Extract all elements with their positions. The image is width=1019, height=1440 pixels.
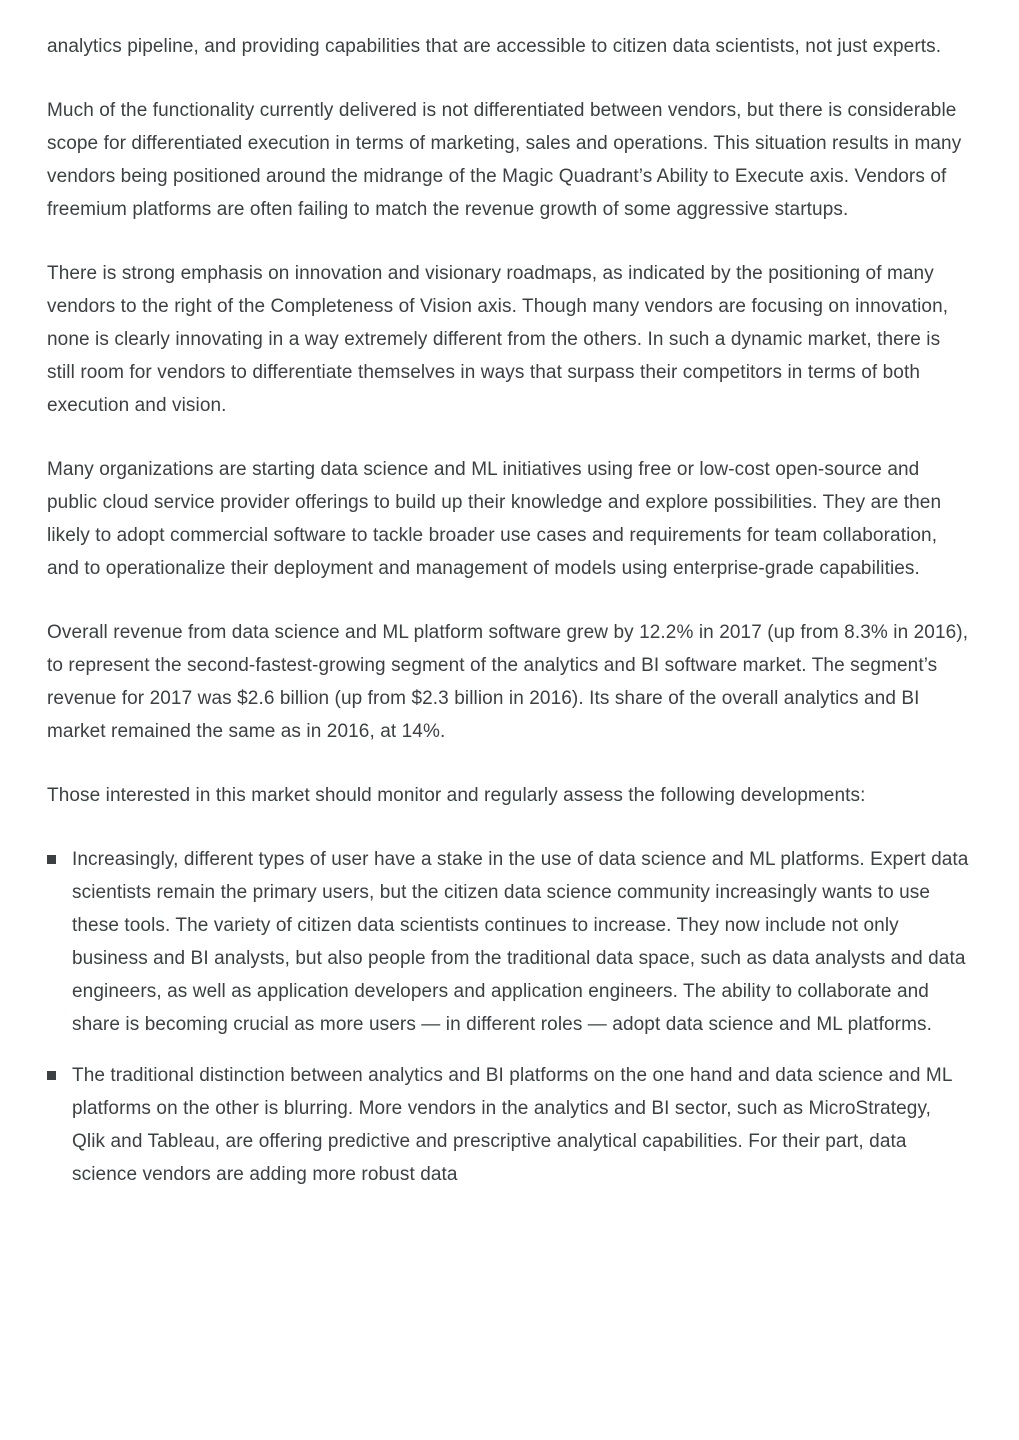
bullet-text: Increasingly, different types of user have a stake in the use of data science and ML platforms. Expert data scientists remain the primary users, but the citizen data science community increasingly wants to use these tools. The variety of citizen data scientists continues to increase. They now include not only business and BI analysts, but also people from the traditional data space, such as data analysts and data engineers, as well as application developers and application engineers. The ability to collaborate and share is becoming crucial as more users — in different roles — adopt data science and ML platforms. <box>72 849 969 1035</box>
bullet-item <box>47 843 969 1041</box>
bullet-square-icon <box>47 855 56 864</box>
bullet-list <box>47 843 969 1191</box>
paragraph: Overall revenue from data science and ML platform software grew by 12.2% in 2017 (up from 8.3% in 2016), to represent the second-fastest-growing segment of the analytics and BI software market. The segment’s revenue for 2017 was $2.6 billion (up from $2.3 billion in 2016). Its share of the overall analytics and BI market remained the same as in 2016, at 14%. <box>47 622 969 742</box>
paragraph: Many organizations are starting data science and ML initiatives using free or low-cost open-source and public cloud service provider offerings to build up their knowledge and explore possibilities. They are then likely to adopt commercial software to tackle broader use cases and requirements for team collaboration, and to operationalize their deployment and management of models using enterprise-grade capabilities. <box>47 459 942 579</box>
paragraph: There is strong emphasis on innovation and visionary roadmaps, as indicated by the positioning of many vendors to the right of the Completeness of Vision axis. Though many vendors are focusing on innovation, none is clearly innovating in a way extremely different from the others. In such a dynamic market, there is still room for vendors to differentiate themselves in ways that surpass their competitors in terms of both execution and vision. <box>47 263 949 416</box>
paragraph-continuation: analytics pipeline, and providing capabilities that are accessible to citizen data scientists, not just experts. <box>47 36 942 57</box>
paragraph: Much of the functionality currently delivered is not differentiated between vendors, but there is considerable scope for differentiated execution in terms of marketing, sales and operations. This situation results in many vendors being positioned around the midrange of the Magic Quadrant’s Ability to Execute axis. Vendors of freemium platforms are often failing to match the revenue growth of some aggressive startups. <box>47 100 962 220</box>
bullet-square-icon <box>47 1071 56 1080</box>
paragraph-lead-in: Those interested in this market should monitor and regularly assess the following developments: <box>47 785 866 806</box>
bullet-item <box>47 1059 969 1191</box>
bullet-text: The traditional distinction between analytics and BI platforms on the one hand and data science and ML platforms on the other is blurring. More vendors in the analytics and BI sector, such as MicroStrategy, Qlik and Tableau, are offering predictive and prescriptive analytical capabilities. For their part, data science vendors are adding more robust data <box>72 1065 952 1185</box>
